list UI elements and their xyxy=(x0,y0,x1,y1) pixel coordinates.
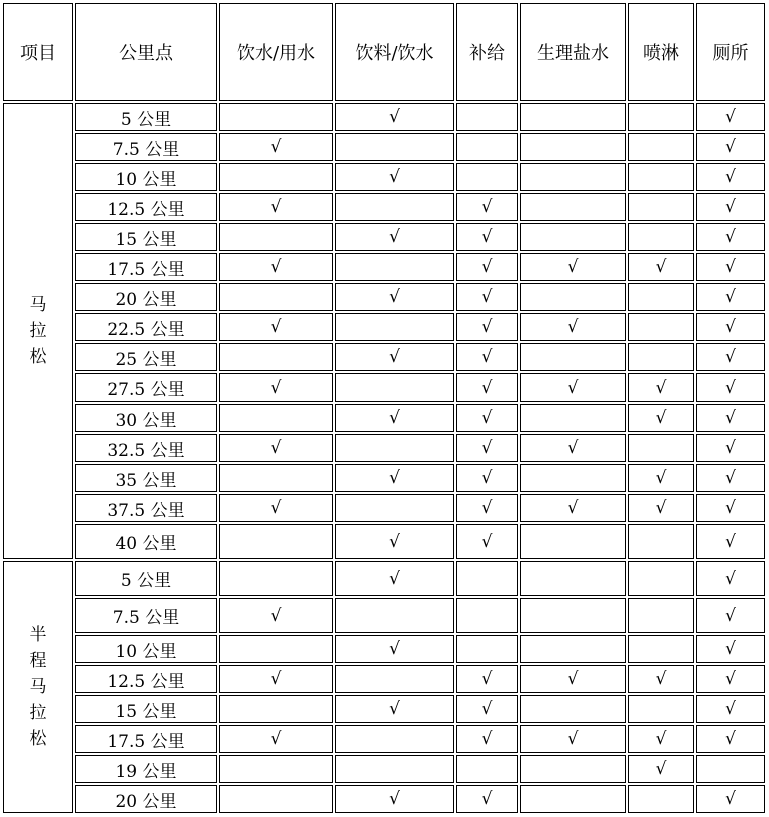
check-mark-cell: √ xyxy=(519,493,627,523)
check-mark-cell: √ xyxy=(627,493,695,523)
empty-cell xyxy=(519,403,627,433)
check-mark-cell: √ xyxy=(519,664,627,694)
check-mark-cell: √ xyxy=(695,664,766,694)
table-row xyxy=(2,102,766,132)
check-mark-cell: √ xyxy=(695,252,766,282)
check-mark-cell: √ xyxy=(455,523,519,560)
km-point-cell: 7.5 公里 xyxy=(74,597,218,634)
check-mark-cell: √ xyxy=(695,493,766,523)
check-mark-cell: √ xyxy=(627,403,695,433)
empty-cell xyxy=(519,634,627,664)
empty-cell xyxy=(519,694,627,724)
check-mark-cell: √ xyxy=(627,724,695,754)
check-mark-cell: √ xyxy=(455,312,519,342)
check-mark-cell: √ xyxy=(695,523,766,560)
check-mark-cell: √ xyxy=(519,433,627,463)
empty-cell xyxy=(218,162,334,192)
check-mark-cell: √ xyxy=(695,634,766,664)
empty-cell xyxy=(455,754,519,784)
check-mark-cell: √ xyxy=(695,282,766,312)
table-row xyxy=(2,664,766,694)
empty-cell xyxy=(627,282,695,312)
empty-cell xyxy=(627,634,695,664)
empty-cell xyxy=(627,433,695,463)
table-row xyxy=(2,724,766,754)
km-point-cell: 19 公里 xyxy=(74,754,218,784)
check-mark-cell: √ xyxy=(695,162,766,192)
check-mark-cell: √ xyxy=(334,523,455,560)
check-mark-cell: √ xyxy=(334,222,455,252)
table-row xyxy=(2,694,766,724)
table-row xyxy=(2,342,766,372)
header-shower: 喷淋 xyxy=(627,2,695,102)
km-point-cell: 30 公里 xyxy=(74,403,218,433)
empty-cell xyxy=(334,372,455,403)
table-row xyxy=(2,192,766,222)
empty-cell xyxy=(334,664,455,694)
km-point-cell: 7.5 公里 xyxy=(74,132,218,162)
empty-cell xyxy=(218,754,334,784)
empty-cell xyxy=(218,282,334,312)
check-mark-cell: √ xyxy=(695,433,766,463)
km-point-cell: 25 公里 xyxy=(74,342,218,372)
empty-cell xyxy=(519,162,627,192)
empty-cell xyxy=(218,463,334,493)
check-mark-cell: √ xyxy=(334,694,455,724)
check-mark-cell: √ xyxy=(334,342,455,372)
header-supply: 补给 xyxy=(455,2,519,102)
check-mark-cell: √ xyxy=(519,372,627,403)
check-mark-cell: √ xyxy=(695,132,766,162)
check-mark-cell: √ xyxy=(218,493,334,523)
empty-cell xyxy=(218,694,334,724)
empty-cell xyxy=(334,433,455,463)
check-mark-cell: √ xyxy=(627,252,695,282)
empty-cell xyxy=(627,162,695,192)
empty-cell xyxy=(218,784,334,814)
empty-cell xyxy=(519,222,627,252)
check-mark-cell: √ xyxy=(455,252,519,282)
km-point-cell: 12.5 公里 xyxy=(74,192,218,222)
table-row xyxy=(2,282,766,312)
check-mark-cell: √ xyxy=(455,372,519,403)
check-mark-cell: √ xyxy=(334,560,455,597)
empty-cell xyxy=(334,493,455,523)
empty-cell xyxy=(519,523,627,560)
check-mark-cell: √ xyxy=(218,312,334,342)
km-point-cell: 15 公里 xyxy=(74,222,218,252)
table-row xyxy=(2,634,766,664)
check-mark-cell: √ xyxy=(455,493,519,523)
check-mark-cell: √ xyxy=(519,252,627,282)
table-row xyxy=(2,252,766,282)
empty-cell xyxy=(218,403,334,433)
check-mark-cell: √ xyxy=(519,724,627,754)
km-point-cell: 17.5 公里 xyxy=(74,252,218,282)
empty-cell xyxy=(695,754,766,784)
group-label: 半 程 马 拉 松 xyxy=(2,560,74,814)
check-mark-cell: √ xyxy=(695,597,766,634)
empty-cell xyxy=(334,312,455,342)
check-mark-cell: √ xyxy=(218,724,334,754)
empty-cell xyxy=(334,192,455,222)
check-mark-cell: √ xyxy=(334,162,455,192)
empty-cell xyxy=(627,342,695,372)
check-mark-cell: √ xyxy=(695,724,766,754)
check-mark-cell: √ xyxy=(455,282,519,312)
header-water: 饮水/用水 xyxy=(218,2,334,102)
empty-cell xyxy=(627,523,695,560)
km-point-cell: 20 公里 xyxy=(74,784,218,814)
header-km-point: 公里点 xyxy=(74,2,218,102)
km-point-cell: 5 公里 xyxy=(74,560,218,597)
check-mark-cell: √ xyxy=(695,222,766,252)
check-mark-cell: √ xyxy=(695,560,766,597)
empty-cell xyxy=(519,102,627,132)
check-mark-cell: √ xyxy=(627,372,695,403)
empty-cell xyxy=(455,597,519,634)
check-mark-cell: √ xyxy=(334,784,455,814)
empty-cell xyxy=(519,132,627,162)
check-mark-cell: √ xyxy=(695,463,766,493)
empty-cell xyxy=(218,222,334,252)
empty-cell xyxy=(334,754,455,784)
empty-cell xyxy=(519,560,627,597)
header-toilet: 厕所 xyxy=(695,2,766,102)
check-mark-cell: √ xyxy=(334,282,455,312)
check-mark-cell: √ xyxy=(218,664,334,694)
empty-cell xyxy=(627,560,695,597)
km-point-cell: 20 公里 xyxy=(74,282,218,312)
table-row xyxy=(2,597,766,634)
check-mark-cell: √ xyxy=(218,132,334,162)
table-row xyxy=(2,493,766,523)
table-row xyxy=(2,162,766,192)
table-row xyxy=(2,560,766,597)
check-mark-cell: √ xyxy=(695,192,766,222)
table-row xyxy=(2,433,766,463)
km-point-cell: 37.5 公里 xyxy=(74,493,218,523)
empty-cell xyxy=(334,252,455,282)
check-mark-cell: √ xyxy=(334,634,455,664)
empty-cell xyxy=(519,342,627,372)
check-mark-cell: √ xyxy=(455,403,519,433)
check-mark-cell: √ xyxy=(455,342,519,372)
empty-cell xyxy=(218,102,334,132)
km-point-cell: 12.5 公里 xyxy=(74,664,218,694)
table-row xyxy=(2,312,766,342)
table-row xyxy=(2,372,766,403)
check-mark-cell: √ xyxy=(695,312,766,342)
check-mark-cell: √ xyxy=(455,463,519,493)
km-point-cell: 32.5 公里 xyxy=(74,433,218,463)
empty-cell xyxy=(519,192,627,222)
check-mark-cell: √ xyxy=(695,403,766,433)
check-mark-cell: √ xyxy=(695,102,766,132)
table-row xyxy=(2,754,766,784)
empty-cell xyxy=(519,784,627,814)
check-mark-cell: √ xyxy=(455,664,519,694)
table-row xyxy=(2,132,766,162)
check-mark-cell: √ xyxy=(218,192,334,222)
check-mark-cell: √ xyxy=(519,312,627,342)
check-mark-cell: √ xyxy=(455,433,519,463)
empty-cell xyxy=(218,560,334,597)
empty-cell xyxy=(455,634,519,664)
check-mark-cell: √ xyxy=(334,403,455,433)
check-mark-cell: √ xyxy=(218,252,334,282)
table-row xyxy=(2,403,766,433)
header-drinks: 饮料/饮水 xyxy=(334,2,455,102)
empty-cell xyxy=(218,634,334,664)
header-saline: 生理盐水 xyxy=(519,2,627,102)
check-mark-cell: √ xyxy=(695,372,766,403)
empty-cell xyxy=(519,597,627,634)
empty-cell xyxy=(627,222,695,252)
check-mark-cell: √ xyxy=(455,784,519,814)
check-mark-cell: √ xyxy=(334,463,455,493)
check-mark-cell: √ xyxy=(695,342,766,372)
empty-cell xyxy=(334,132,455,162)
check-mark-cell: √ xyxy=(455,192,519,222)
group-label: 马 拉 松 xyxy=(2,102,74,560)
check-mark-cell: √ xyxy=(695,694,766,724)
km-point-cell: 10 公里 xyxy=(74,634,218,664)
header-item: 项目 xyxy=(2,2,74,102)
check-mark-cell: √ xyxy=(218,433,334,463)
empty-cell xyxy=(455,102,519,132)
table-row xyxy=(2,463,766,493)
check-mark-cell: √ xyxy=(455,222,519,252)
km-point-cell: 35 公里 xyxy=(74,463,218,493)
empty-cell xyxy=(627,694,695,724)
empty-cell xyxy=(519,282,627,312)
empty-cell xyxy=(455,162,519,192)
empty-cell xyxy=(218,523,334,560)
check-mark-cell: √ xyxy=(455,724,519,754)
empty-cell xyxy=(627,192,695,222)
km-point-cell: 5 公里 xyxy=(74,102,218,132)
km-point-cell: 22.5 公里 xyxy=(74,312,218,342)
empty-cell xyxy=(627,597,695,634)
empty-cell xyxy=(334,724,455,754)
empty-cell xyxy=(455,560,519,597)
empty-cell xyxy=(627,784,695,814)
check-mark-cell: √ xyxy=(695,784,766,814)
check-mark-cell: √ xyxy=(334,102,455,132)
empty-cell xyxy=(627,132,695,162)
check-mark-cell: √ xyxy=(218,597,334,634)
check-mark-cell: √ xyxy=(627,463,695,493)
table-row xyxy=(2,222,766,252)
table-row xyxy=(2,784,766,814)
empty-cell xyxy=(218,342,334,372)
check-mark-cell: √ xyxy=(627,754,695,784)
header-row xyxy=(2,2,766,102)
km-point-cell: 15 公里 xyxy=(74,694,218,724)
km-point-cell: 40 公里 xyxy=(74,523,218,560)
table-row xyxy=(2,523,766,560)
empty-cell xyxy=(627,312,695,342)
check-mark-cell: √ xyxy=(627,664,695,694)
km-point-cell: 17.5 公里 xyxy=(74,724,218,754)
check-mark-cell: √ xyxy=(455,694,519,724)
empty-cell xyxy=(519,463,627,493)
empty-cell xyxy=(519,754,627,784)
empty-cell xyxy=(627,102,695,132)
empty-cell xyxy=(334,597,455,634)
check-mark-cell: √ xyxy=(218,372,334,403)
aid-station-table xyxy=(2,2,766,814)
km-point-cell: 10 公里 xyxy=(74,162,218,192)
km-point-cell: 27.5 公里 xyxy=(74,372,218,403)
empty-cell xyxy=(455,132,519,162)
